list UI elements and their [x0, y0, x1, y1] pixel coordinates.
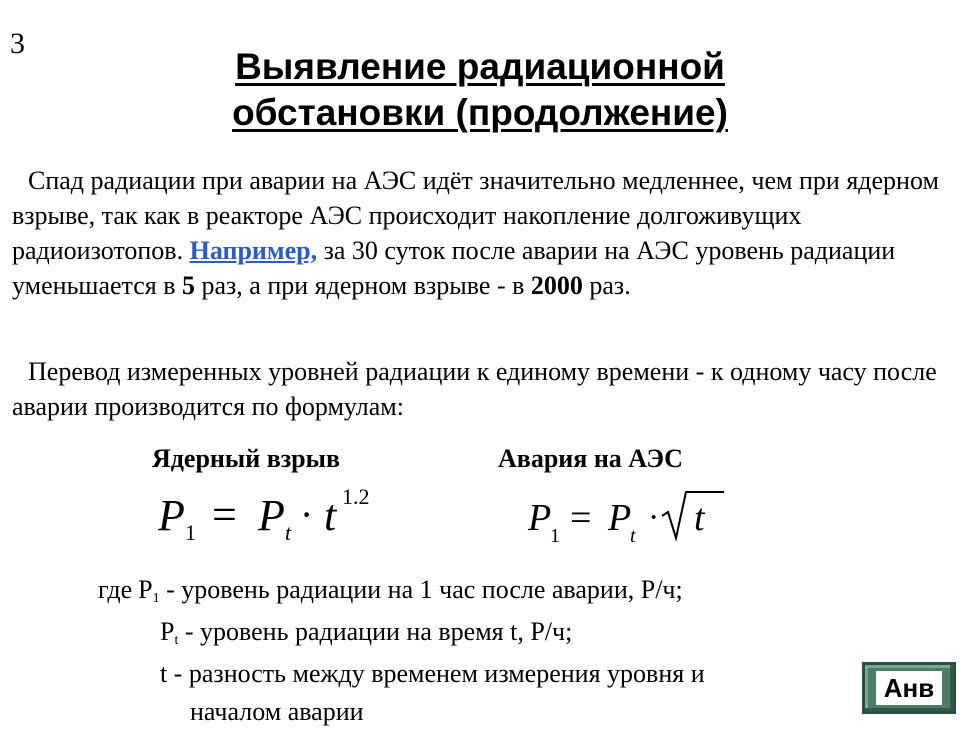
p1-description: - уровень радиации на 1 час после аварии, Р/ч;	[166, 575, 683, 604]
slide-number: 3	[10, 27, 25, 60]
label-nuclear-explosion: Ядерный взрыв	[152, 444, 340, 473]
f2-equals: =	[570, 497, 592, 539]
f1-dot: ·	[300, 492, 314, 537]
paragraph-conversion: Перевод измеренных уровней радиации к единому времени - к одному часу после аварии производится по формулам:	[12, 357, 937, 421]
definition-intro: где	[98, 575, 133, 604]
definition-p1	[98, 573, 683, 616]
p1-symbol: P	[138, 575, 153, 604]
title-line-1: Выявление радиационной	[235, 46, 725, 87]
f1-equals: =	[212, 490, 237, 539]
f1-exponent: 1.2	[342, 484, 370, 509]
paragraph-text-intro: Спад радиации при аварии на АЭС идёт значительно медленнее, чем при ядерном взрыве, так как в реакторе АЭС происходит накопление долгоживущих радиоизотопов.	[12, 166, 939, 265]
f2-t: t	[694, 497, 705, 539]
f2-Pt: P	[608, 497, 632, 539]
formula-npp-accident	[520, 486, 750, 556]
formula-nuclear-explosion	[150, 482, 410, 552]
label-npp-accident: Авария на АЭС	[498, 444, 683, 473]
f1-P1: P	[158, 491, 185, 540]
f2-sqrt-sign	[662, 492, 724, 538]
pt-symbol: P	[160, 617, 175, 646]
f1-t: t	[324, 491, 337, 540]
p1-subscript: 1	[152, 591, 160, 606]
f2-Pt-sub: t	[630, 525, 636, 547]
f2-P1-sub: 1	[550, 525, 560, 547]
paragraph-text-end: раз.	[589, 271, 631, 300]
page-title	[0, 44, 960, 136]
f1-Pt: P	[258, 491, 285, 540]
value-5: 5	[181, 271, 195, 300]
pt-description: - уровень радиации на время t, Р/ч;	[184, 617, 573, 646]
definition-t-continued: началом аварии	[190, 697, 364, 726]
anv-nav-button[interactable]	[862, 662, 956, 714]
title-line-2: обстановки (продолжение)	[232, 92, 728, 133]
paragraph-radiation-decay	[12, 163, 942, 303]
value-2000: 2000	[530, 271, 583, 300]
definition-t: t - разность между временем измерения уровня и	[160, 659, 705, 688]
f1-Pt-sub: t	[285, 520, 292, 545]
f2-dot: ·	[648, 499, 660, 536]
example-link[interactable]: Например,	[189, 236, 318, 265]
pt-subscript: t	[174, 633, 179, 648]
definition-pt	[160, 615, 572, 658]
paragraph-text-after-link: за 30 суток после аварии на АЭС уровень радиации уменьшается в	[12, 236, 896, 300]
f1-P1-sub: 1	[185, 520, 196, 545]
anv-button-label: Анв	[876, 671, 942, 705]
f2-P1: P	[528, 497, 552, 539]
paragraph-text-mid: раз, а при ядерном взрыве - в	[201, 271, 525, 300]
